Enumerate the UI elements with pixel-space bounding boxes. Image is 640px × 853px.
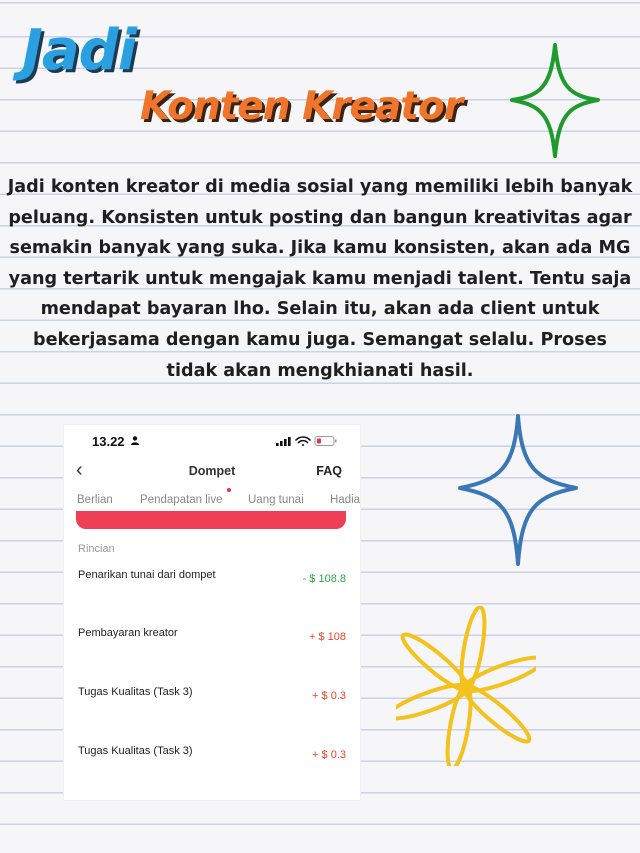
tab-bar: [64, 489, 360, 511]
intro-paragraph: Jadi konten kreator di media sosial yang memiliki lebih banyak peluang. Konsisten untuk posting dan bangun kreativitas agar semakin banyak yang suka. Jika kamu konsisten, akan ada MG yang tertarik untuk mengajak kamu menjadi talent. Tentu saja mendapat bayaran lho. Selain itu, akan ada client untuk bekerjasama dengan kamu juga. Semangat selalu. Proses tidak akan mengkhianati hasil.: [7, 177, 633, 381]
transaction-row[interactable]: [64, 686, 360, 726]
transaction-amount: + $ 0.3: [312, 690, 346, 702]
faq-link[interactable]: FAQ: [316, 464, 342, 478]
status-icons: [276, 435, 338, 447]
green-star-icon: [508, 42, 602, 160]
tab-uang-tunai[interactable]: Uang tunai: [248, 494, 304, 506]
notification-dot: [227, 488, 231, 492]
phone-screenshot: [64, 425, 360, 800]
tab-berlian[interactable]: Berlian: [77, 494, 113, 506]
transaction-label: Penarikan tunai dari dompet: [78, 569, 216, 581]
page-title: Dompet: [188, 464, 236, 478]
status-time: 13.22: [92, 434, 125, 449]
battery-icon: [315, 437, 337, 446]
blue-star-icon: [456, 412, 580, 568]
person-icon: [131, 436, 139, 445]
transaction-row[interactable]: [64, 569, 360, 609]
transaction-label: Tugas Kualitas (Task 3): [78, 745, 193, 757]
wifi-icon: [296, 437, 310, 446]
title-konten-kreator: Konten Kreator: [140, 84, 462, 129]
transaction-label: Tugas Kualitas (Task 3): [78, 686, 193, 698]
transaction-amount: + $ 0.3: [312, 749, 346, 761]
transaction-row[interactable]: [64, 745, 360, 785]
transaction-amount: - $ 108.8: [302, 573, 346, 585]
chevron-left-icon[interactable]: ‹: [76, 459, 83, 481]
status-bar: [64, 425, 360, 455]
title-jadi: Jadi: [22, 18, 136, 83]
section-label-rincian: Rincian: [78, 543, 115, 555]
balance-banner[interactable]: [76, 511, 346, 529]
nav-bar: [64, 459, 360, 483]
transaction-row[interactable]: [64, 627, 360, 667]
transaction-amount: + $ 108: [308, 631, 346, 643]
tab-hadiah[interactable]: Hadia: [330, 494, 360, 506]
signal-icon: [276, 437, 291, 446]
yellow-flower-icon: [396, 606, 536, 766]
tab-pendapatan-live[interactable]: Pendapatan live: [140, 494, 223, 506]
transaction-label: Pembayaran kreator: [78, 627, 178, 639]
